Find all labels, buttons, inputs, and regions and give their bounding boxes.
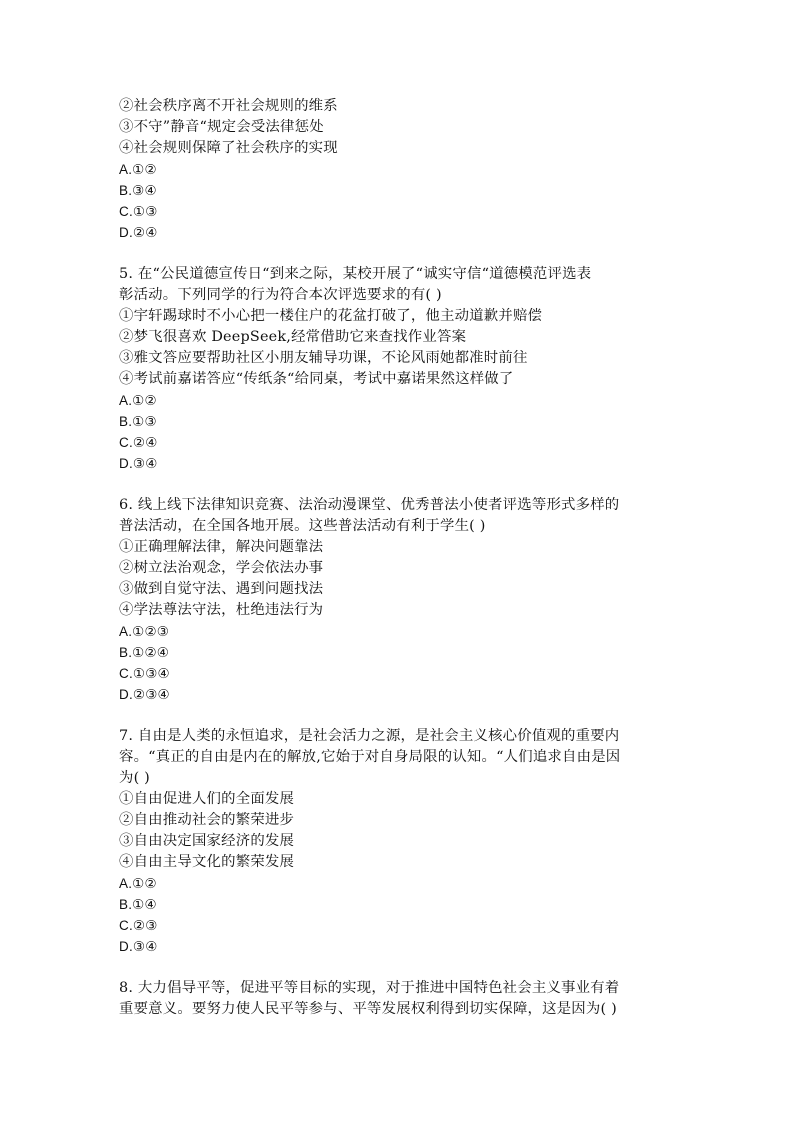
q4-item-4: ④社会规则保障了社会秩序的实现 bbox=[119, 140, 338, 156]
q4-option-b: B.③④ bbox=[119, 183, 157, 198]
q6-option-d: D.②③④ bbox=[119, 687, 170, 702]
q8-stem-line-1: 8. 大力倡导平等，促进平等目标的实现，对于推进中国特色社会主义事业有着 bbox=[119, 980, 620, 996]
q5-item-1: ①宇轩踢球时不小心把一楼住户的花盆打破了，他主动道歉并赔偿 bbox=[119, 308, 543, 324]
q7-option-a: A.①② bbox=[119, 876, 157, 891]
q5-item-4: ④考试前嘉诺答应“传纸条“给同桌，考试中嘉诺果然这样做了 bbox=[119, 371, 514, 387]
question-5 bbox=[119, 264, 684, 474]
q7-item-2: ②自由推动社会的繁荣进步 bbox=[119, 812, 295, 828]
q5-option-d: D.③④ bbox=[119, 456, 158, 471]
q4-item-2: ②社会秩序离不开社会规则的维系 bbox=[119, 98, 338, 114]
q6-stem-line-1: 6. 线上线下法律知识竞赛、法治动漫课堂、优秀普法小使者评选等形式多样的 bbox=[119, 497, 620, 513]
q5-item-2: ②梦飞很喜欢 DeepSeek,经常借助它来查找作业答案 bbox=[119, 329, 467, 345]
q6-item-2: ②树立法治观念，学会依法办事 bbox=[119, 560, 324, 576]
spacer bbox=[119, 243, 684, 264]
q7-item-4: ④自由主导文化的繁荣发展 bbox=[119, 854, 295, 870]
q7-stem-line-1: 7. 自由是人类的永恒追求，是社会活力之源，是社会主义核心价值观的重要内 bbox=[119, 728, 620, 744]
q6-option-b: B.①②④ bbox=[119, 645, 170, 660]
q7-option-b: B.①④ bbox=[119, 897, 157, 912]
spacer bbox=[119, 705, 684, 726]
question-4-tail bbox=[119, 96, 684, 243]
question-7 bbox=[119, 726, 684, 957]
q7-item-3: ③自由决定国家经济的发展 bbox=[119, 833, 295, 849]
question-6 bbox=[119, 495, 684, 705]
spacer bbox=[119, 957, 684, 978]
q6-item-1: ①正确理解法律，解决问题靠法 bbox=[119, 539, 324, 555]
q4-option-d: D.②④ bbox=[119, 225, 158, 240]
q5-option-c: C.②④ bbox=[119, 435, 158, 450]
q6-stem-line-2: 普法活动，在全国各地开展。这些普法活动有利于学生( ) bbox=[119, 518, 486, 534]
q5-stem-line-2: 彰活动。下列同学的行为符合本次评选要求的有( ) bbox=[119, 287, 442, 303]
q4-option-a: A.①② bbox=[119, 162, 157, 177]
exam-page bbox=[119, 96, 684, 1020]
q8-stem-line-2: 重要意义。要努力使人民平等参与、平等发展权利得到切实保障，这是因为( ) bbox=[119, 1001, 617, 1017]
q5-item-3: ③雅文答应要帮助社区小朋友辅导功课，不论风雨她都准时前往 bbox=[119, 350, 528, 366]
q4-option-c: C.①③ bbox=[119, 204, 158, 219]
q7-stem-line-2: 容。“真正的自由是内在的解放,它始于对自身局限的认知。“人们追求自由是因 bbox=[119, 749, 621, 765]
q7-option-d: D.③④ bbox=[119, 939, 158, 954]
q6-item-3: ③做到自觉守法、遇到问题找法 bbox=[119, 581, 324, 597]
question-8 bbox=[119, 978, 684, 1020]
q5-stem-line-1: 5. 在“公民道德宣传日“到来之际，某校开展了“诚实守信“道德模范评选表 bbox=[119, 266, 592, 282]
q6-option-a: A.①②③ bbox=[119, 624, 170, 639]
q4-item-3: ③不守”静音“规定会受法律惩处 bbox=[119, 119, 324, 135]
q7-stem-line-3: 为( ) bbox=[119, 770, 150, 786]
q7-item-1: ①自由促进人们的全面发展 bbox=[119, 791, 295, 807]
q5-option-a: A.①② bbox=[119, 393, 157, 408]
q6-option-c: C.①③④ bbox=[119, 666, 170, 681]
q7-option-c: C.②③ bbox=[119, 918, 158, 933]
q5-option-b: B.①③ bbox=[119, 414, 157, 429]
spacer bbox=[119, 474, 684, 495]
q6-item-4: ④学法尊法守法，杜绝违法行为 bbox=[119, 602, 324, 618]
